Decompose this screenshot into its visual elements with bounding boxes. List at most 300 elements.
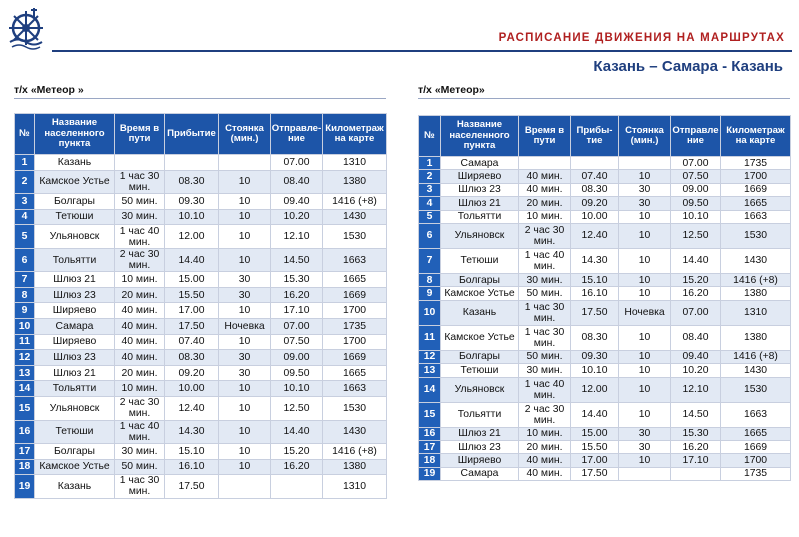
departure-time: 07.00 xyxy=(671,300,721,325)
departure-time: 14.50 xyxy=(271,248,323,272)
arrival-time: 07.40 xyxy=(571,170,619,183)
distance-km: 1430 xyxy=(323,209,387,225)
distance-km: 1665 xyxy=(721,197,791,210)
travel-time: 1 час 30 мин. xyxy=(115,475,165,499)
column-header-stop-duration: Стоянка (мин.) xyxy=(219,114,271,155)
travel-time xyxy=(519,157,571,170)
stop-number: 3 xyxy=(419,183,441,196)
stop-name: Тольятти xyxy=(35,248,115,272)
departure-time: 15.20 xyxy=(671,273,721,286)
departure-time xyxy=(271,475,323,499)
stop-duration: 30 xyxy=(619,197,671,210)
departure-time: 09.00 xyxy=(271,350,323,366)
stop-duration: 10 xyxy=(619,223,671,248)
departure-time: 14.40 xyxy=(271,420,323,444)
stop-name: Казань xyxy=(35,475,115,499)
stop-duration: 10 xyxy=(619,377,671,402)
stop-name: Тетюши xyxy=(441,248,519,273)
table-row xyxy=(15,334,387,350)
distance-km: 1669 xyxy=(323,350,387,366)
arrival-time: 15.50 xyxy=(571,440,619,453)
stop-duration: 10 xyxy=(219,225,271,249)
distance-km: 1380 xyxy=(721,325,791,350)
travel-time: 50 мин. xyxy=(115,459,165,475)
column-header-departure-time: Отправле-ние xyxy=(271,114,323,155)
stop-duration: 10 xyxy=(619,325,671,350)
travel-time: 50 мин. xyxy=(115,194,165,210)
departure-time: 08.40 xyxy=(671,325,721,350)
stop-number: 18 xyxy=(15,459,35,475)
stop-number: 7 xyxy=(419,248,441,273)
arrival-time: 12.40 xyxy=(571,223,619,248)
departure-time: 07.50 xyxy=(671,170,721,183)
travel-time: 40 мин. xyxy=(519,183,571,196)
page-title: РАСПИСАНИЕ ДВИЖЕНИЯ НА МАРШРУТАХ xyxy=(498,32,785,44)
arrival-time xyxy=(571,157,619,170)
travel-time xyxy=(115,155,165,171)
table-row xyxy=(419,427,791,440)
distance-km: 1416 (+8) xyxy=(721,273,791,286)
stop-number: 2 xyxy=(419,170,441,183)
distance-km: 1416 (+8) xyxy=(323,444,387,460)
arrival-time: 09.20 xyxy=(571,197,619,210)
table-row xyxy=(15,225,387,249)
stop-name: Шлюз 23 xyxy=(35,287,115,303)
distance-km: 1663 xyxy=(323,248,387,272)
stop-number: 9 xyxy=(419,287,441,300)
stop-name: Шлюз 23 xyxy=(35,350,115,366)
stop-name: Ширяево xyxy=(441,454,519,467)
departure-time: 16.20 xyxy=(671,287,721,300)
travel-time: 40 мин. xyxy=(115,303,165,319)
table-header-row xyxy=(15,114,387,155)
table-row xyxy=(15,381,387,397)
distance-km: 1669 xyxy=(721,183,791,196)
distance-km: 1310 xyxy=(721,300,791,325)
stop-duration: 10 xyxy=(219,397,271,421)
departure-time: 15.30 xyxy=(271,272,323,288)
distance-km: 1530 xyxy=(721,223,791,248)
arrival-time: 16.10 xyxy=(165,459,219,475)
stop-duration xyxy=(219,475,271,499)
departure-time: 15.20 xyxy=(271,444,323,460)
stop-number: 7 xyxy=(15,272,35,288)
stop-duration: 10 xyxy=(619,402,671,427)
travel-time: 20 мин. xyxy=(519,197,571,210)
anchor-ship-wheel-icon xyxy=(4,4,50,50)
departure-time: 07.50 xyxy=(271,334,323,350)
stop-duration: 30 xyxy=(219,350,271,366)
distance-km: 1380 xyxy=(323,170,387,194)
departure-time: 12.10 xyxy=(271,225,323,249)
table-row xyxy=(419,467,791,480)
stop-duration: 30 xyxy=(219,287,271,303)
table-row xyxy=(419,402,791,427)
stop-number: 17 xyxy=(419,440,441,453)
stop-name: Тетюши xyxy=(35,420,115,444)
stop-name: Болгары xyxy=(441,350,519,363)
stop-duration: 10 xyxy=(219,209,271,225)
table-row xyxy=(15,444,387,460)
stop-duration: 10 xyxy=(219,303,271,319)
column-header-stop-name: Название населенного пункта xyxy=(441,116,519,157)
schedule-table-right xyxy=(418,115,791,481)
stop-duration: 10 xyxy=(619,364,671,377)
arrival-time: 12.00 xyxy=(571,377,619,402)
departure-time: 07.00 xyxy=(271,319,323,335)
travel-time: 1 час 40 мин. xyxy=(519,248,571,273)
column-header-travel-time: Время в пути xyxy=(115,114,165,155)
stop-name: Ширяево xyxy=(35,334,115,350)
stop-duration: 30 xyxy=(219,365,271,381)
stop-name: Тольятти xyxy=(35,381,115,397)
departure-time: 16.20 xyxy=(271,287,323,303)
column-header-travel-time: Время в пути xyxy=(519,116,571,157)
stop-name: Шлюз 23 xyxy=(441,440,519,453)
stop-name: Ульяновск xyxy=(441,223,519,248)
table-row xyxy=(419,325,791,350)
stop-name: Тетюши xyxy=(35,209,115,225)
stop-name: Тольятти xyxy=(441,402,519,427)
table-row xyxy=(419,454,791,467)
arrival-time: 08.30 xyxy=(571,325,619,350)
departure-time: 10.20 xyxy=(271,209,323,225)
arrival-time: 15.50 xyxy=(165,287,219,303)
departure-time: 10.20 xyxy=(671,364,721,377)
stop-number: 11 xyxy=(15,334,35,350)
travel-time: 50 мин. xyxy=(519,350,571,363)
ship-label-left: т/х «Метеор » xyxy=(14,84,84,96)
distance-km: 1665 xyxy=(323,272,387,288)
departure-time: 12.10 xyxy=(671,377,721,402)
arrival-time: 15.00 xyxy=(571,427,619,440)
table-row xyxy=(419,210,791,223)
arrival-time: 10.00 xyxy=(571,210,619,223)
column-header-arrival-time: Прибы-тие xyxy=(571,116,619,157)
arrival-time: 15.10 xyxy=(571,273,619,286)
travel-time: 2 час 30 мин. xyxy=(519,223,571,248)
stop-number: 16 xyxy=(419,427,441,440)
stop-number: 4 xyxy=(15,209,35,225)
travel-time: 10 мин. xyxy=(115,272,165,288)
stop-number: 11 xyxy=(419,325,441,350)
column-header-distance-km: Километраж на карте xyxy=(323,114,387,155)
stop-number: 14 xyxy=(419,377,441,402)
distance-km: 1530 xyxy=(323,225,387,249)
header-divider xyxy=(52,50,792,52)
stop-number: 15 xyxy=(15,397,35,421)
travel-time: 1 час 30 мин. xyxy=(519,300,571,325)
stop-name: Камское Устье xyxy=(35,459,115,475)
stop-name: Болгары xyxy=(441,273,519,286)
column-header-stop-duration: Стоянка (мин.) xyxy=(619,116,671,157)
arrival-time: 17.50 xyxy=(165,475,219,499)
stop-number: 9 xyxy=(15,303,35,319)
departure-time: 17.10 xyxy=(271,303,323,319)
column-header-arrival-time: Прибытие xyxy=(165,114,219,155)
arrival-time: 08.30 xyxy=(165,170,219,194)
travel-time: 40 мин. xyxy=(115,319,165,335)
distance-km: 1700 xyxy=(721,170,791,183)
travel-time: 40 мин. xyxy=(519,170,571,183)
travel-time: 30 мин. xyxy=(115,209,165,225)
stop-duration: 10 xyxy=(619,287,671,300)
travel-time: 10 мин. xyxy=(115,381,165,397)
travel-time: 10 мин. xyxy=(519,427,571,440)
distance-km: 1380 xyxy=(323,459,387,475)
stop-duration: 10 xyxy=(619,454,671,467)
departure-time: 09.40 xyxy=(671,350,721,363)
travel-time: 30 мин. xyxy=(115,444,165,460)
column-header-stop-number: № xyxy=(419,116,441,157)
table-row xyxy=(15,365,387,381)
stop-number: 2 xyxy=(15,170,35,194)
travel-time: 50 мин. xyxy=(519,287,571,300)
column-header-distance-km: Километраж на карте xyxy=(721,116,791,157)
stop-name: Камское Устье xyxy=(35,170,115,194)
stop-name: Ширяево xyxy=(35,303,115,319)
travel-time: 10 мин. xyxy=(519,210,571,223)
distance-km: 1380 xyxy=(721,287,791,300)
stop-number: 13 xyxy=(419,364,441,377)
table-row xyxy=(419,197,791,210)
distance-km: 1530 xyxy=(323,397,387,421)
departure-time: 14.40 xyxy=(671,248,721,273)
distance-km: 1310 xyxy=(323,475,387,499)
stop-number: 6 xyxy=(15,248,35,272)
travel-time: 1 час 30 мин. xyxy=(115,170,165,194)
stop-duration: 10 xyxy=(219,381,271,397)
stop-duration: 10 xyxy=(219,194,271,210)
arrival-time: 17.00 xyxy=(165,303,219,319)
stop-duration: 10 xyxy=(219,420,271,444)
stop-number: 17 xyxy=(15,444,35,460)
stop-name: Шлюз 21 xyxy=(35,365,115,381)
distance-km: 1430 xyxy=(721,364,791,377)
stop-number: 5 xyxy=(15,225,35,249)
departure-time: 09.50 xyxy=(271,365,323,381)
distance-km: 1665 xyxy=(323,365,387,381)
departure-time: 07.00 xyxy=(671,157,721,170)
departure-time: 15.30 xyxy=(671,427,721,440)
distance-km: 1430 xyxy=(323,420,387,444)
stop-name: Болгары xyxy=(35,444,115,460)
stop-number: 13 xyxy=(15,365,35,381)
table-row xyxy=(419,157,791,170)
arrival-time: 17.00 xyxy=(571,454,619,467)
table-row xyxy=(419,350,791,363)
stop-number: 19 xyxy=(419,467,441,480)
column-header-stop-name: Название населенного пункта xyxy=(35,114,115,155)
column-header-departure-time: Отправле ние xyxy=(671,116,721,157)
arrival-time: 09.30 xyxy=(165,194,219,210)
arrival-time: 15.10 xyxy=(165,444,219,460)
stop-duration: 10 xyxy=(219,459,271,475)
table-row xyxy=(15,272,387,288)
table-row xyxy=(15,350,387,366)
stop-number: 14 xyxy=(15,381,35,397)
arrival-time: 15.00 xyxy=(165,272,219,288)
stop-number: 10 xyxy=(419,300,441,325)
distance-km: 1530 xyxy=(721,377,791,402)
table-row xyxy=(15,475,387,499)
stop-name: Шлюз 21 xyxy=(35,272,115,288)
table-row xyxy=(15,287,387,303)
table-row xyxy=(419,440,791,453)
table-row xyxy=(15,303,387,319)
departure-time: 10.10 xyxy=(271,381,323,397)
departure-time: 10.10 xyxy=(671,210,721,223)
arrival-time: 09.30 xyxy=(571,350,619,363)
distance-km: 1663 xyxy=(323,381,387,397)
travel-time: 1 час 30 мин. xyxy=(519,325,571,350)
table-row xyxy=(419,273,791,286)
travel-time: 40 мин. xyxy=(115,350,165,366)
stop-name: Ульяновск xyxy=(35,225,115,249)
travel-time: 1 час 40 мин. xyxy=(115,225,165,249)
table-row xyxy=(419,183,791,196)
stop-name: Самара xyxy=(441,467,519,480)
stop-duration xyxy=(219,155,271,171)
stop-name: Тетюши xyxy=(441,364,519,377)
arrival-time: 08.30 xyxy=(165,350,219,366)
stop-duration xyxy=(619,467,671,480)
table-header-row xyxy=(419,116,791,157)
stop-number: 19 xyxy=(15,475,35,499)
table-row xyxy=(15,459,387,475)
distance-km: 1663 xyxy=(721,210,791,223)
distance-km: 1665 xyxy=(721,427,791,440)
schedule-table-left xyxy=(14,113,387,499)
travel-time: 2 час 30 мин. xyxy=(519,402,571,427)
table-row xyxy=(419,248,791,273)
stop-duration: Ночевка xyxy=(219,319,271,335)
stop-duration: 10 xyxy=(219,170,271,194)
stop-name: Шлюз 21 xyxy=(441,197,519,210)
stop-duration: Ночевка xyxy=(619,300,671,325)
stop-number: 16 xyxy=(15,420,35,444)
stop-number: 8 xyxy=(15,287,35,303)
arrival-time: 17.50 xyxy=(571,300,619,325)
stop-name: Ширяево xyxy=(441,170,519,183)
table-row xyxy=(419,170,791,183)
ship-rule-right xyxy=(418,98,790,99)
arrival-time: 14.30 xyxy=(571,248,619,273)
table-row xyxy=(15,248,387,272)
stop-number: 6 xyxy=(419,223,441,248)
arrival-time: 07.40 xyxy=(165,334,219,350)
distance-km: 1700 xyxy=(721,454,791,467)
stop-number: 5 xyxy=(419,210,441,223)
route-title: Казань – Самара - Казань xyxy=(593,58,783,75)
arrival-time xyxy=(165,155,219,171)
page-header xyxy=(0,0,799,80)
stop-duration: 10 xyxy=(219,444,271,460)
ship-rule-left xyxy=(14,98,386,99)
stop-number: 12 xyxy=(15,350,35,366)
stop-duration: 10 xyxy=(619,350,671,363)
departure-time: 17.10 xyxy=(671,454,721,467)
distance-km: 1669 xyxy=(323,287,387,303)
distance-km: 1735 xyxy=(721,157,791,170)
departure-time: 07.00 xyxy=(271,155,323,171)
stop-number: 12 xyxy=(419,350,441,363)
stop-name: Болгары xyxy=(35,194,115,210)
stop-name: Ульяновск xyxy=(441,377,519,402)
arrival-time: 16.10 xyxy=(571,287,619,300)
arrival-time: 12.40 xyxy=(165,397,219,421)
table-row xyxy=(419,223,791,248)
table-row xyxy=(15,420,387,444)
table-row xyxy=(15,319,387,335)
travel-time: 30 мин. xyxy=(519,273,571,286)
table-row xyxy=(15,209,387,225)
arrival-time: 10.10 xyxy=(165,209,219,225)
distance-km: 1669 xyxy=(721,440,791,453)
distance-km: 1416 (+8) xyxy=(323,194,387,210)
departure-time: 12.50 xyxy=(671,223,721,248)
arrival-time: 12.00 xyxy=(165,225,219,249)
departure-time: 12.50 xyxy=(271,397,323,421)
arrival-time: 14.30 xyxy=(165,420,219,444)
distance-km: 1310 xyxy=(323,155,387,171)
stop-number: 15 xyxy=(419,402,441,427)
travel-time: 20 мин. xyxy=(115,287,165,303)
table-row xyxy=(419,300,791,325)
stop-number: 4 xyxy=(419,197,441,210)
arrival-time: 17.50 xyxy=(571,467,619,480)
table-row xyxy=(419,377,791,402)
arrival-time: 14.40 xyxy=(165,248,219,272)
distance-km: 1735 xyxy=(323,319,387,335)
distance-km: 1663 xyxy=(721,402,791,427)
stop-duration: 10 xyxy=(219,334,271,350)
stop-number: 1 xyxy=(419,157,441,170)
departure-time: 14.50 xyxy=(671,402,721,427)
travel-time: 1 час 40 мин. xyxy=(115,420,165,444)
stop-name: Шлюз 21 xyxy=(441,427,519,440)
departure-time: 16.20 xyxy=(271,459,323,475)
stop-name: Казань xyxy=(441,300,519,325)
travel-time: 2 час 30 мин. xyxy=(115,397,165,421)
stop-duration: 30 xyxy=(619,440,671,453)
stop-duration: 10 xyxy=(619,273,671,286)
departure-time: 09.00 xyxy=(671,183,721,196)
departure-time: 16.20 xyxy=(671,440,721,453)
travel-time: 20 мин. xyxy=(115,365,165,381)
arrival-time: 17.50 xyxy=(165,319,219,335)
travel-time: 2 час 30 мин. xyxy=(115,248,165,272)
stop-duration xyxy=(619,157,671,170)
departure-time xyxy=(671,467,721,480)
table-row xyxy=(15,194,387,210)
stop-name: Ульяновск xyxy=(35,397,115,421)
stop-name: Казань xyxy=(35,155,115,171)
stop-number: 18 xyxy=(419,454,441,467)
stop-name: Самара xyxy=(441,157,519,170)
column-header-stop-number: № xyxy=(15,114,35,155)
stop-duration: 30 xyxy=(219,272,271,288)
stop-number: 8 xyxy=(419,273,441,286)
stop-duration: 30 xyxy=(619,183,671,196)
stop-name: Самара xyxy=(35,319,115,335)
departure-time: 08.40 xyxy=(271,170,323,194)
stop-number: 1 xyxy=(15,155,35,171)
stop-number: 10 xyxy=(15,319,35,335)
arrival-time: 10.00 xyxy=(165,381,219,397)
stop-number: 3 xyxy=(15,194,35,210)
arrival-time: 08.30 xyxy=(571,183,619,196)
